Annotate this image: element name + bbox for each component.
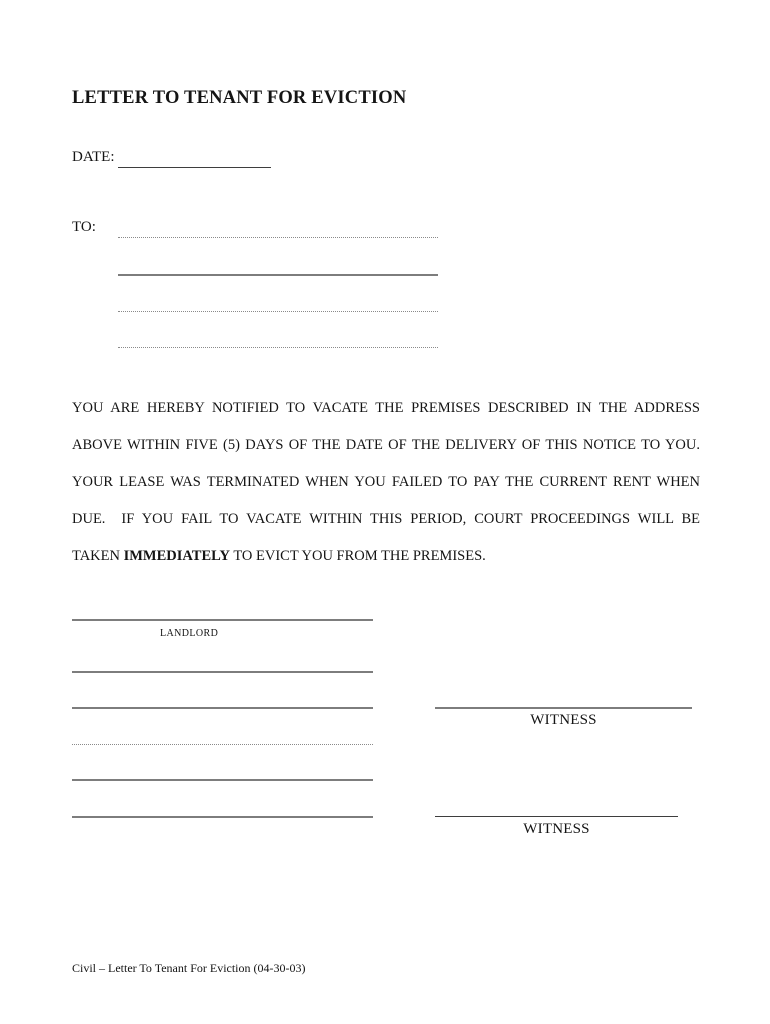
page-title: LETTER TO TENANT FOR EVICTION <box>72 88 407 108</box>
date-label: DATE: <box>72 149 115 165</box>
to-address-line-1 <box>118 237 438 238</box>
to-label: TO: <box>72 219 96 235</box>
body-line-1: YOU ARE HEREBY NOTIFIED TO VACATE THE PREMISES DESCRIBED IN THE ADDRESS <box>72 400 700 416</box>
to-address-line-2 <box>118 274 438 276</box>
witness-signature-line-2 <box>435 816 678 817</box>
to-address-line-4 <box>118 347 438 348</box>
witness-signature-line-1 <box>435 707 692 709</box>
tenant-line-5 <box>72 816 373 818</box>
landlord-signature-line <box>72 619 373 621</box>
tenant-line-3 <box>72 744 373 745</box>
tenant-line-1 <box>72 671 373 673</box>
tenant-line-4 <box>72 779 373 781</box>
tenant-line-2 <box>72 707 373 709</box>
landlord-label: LANDLORD <box>160 628 219 639</box>
to-address-line-3 <box>118 311 438 312</box>
witness-label-1: WITNESS <box>530 712 597 728</box>
body-line-5 <box>72 538 700 575</box>
body-line-5-pre: TAKEN <box>72 548 124 564</box>
immediately-emphasis: IMMEDIATELY <box>123 548 230 564</box>
eviction-notice-paragraph <box>72 390 700 575</box>
body-line-3: YOUR LEASE WAS TERMINATED WHEN YOU FAILED TO PAY THE CURRENT RENT WHEN <box>72 474 700 490</box>
body-line-2: ABOVE WITHIN FIVE (5) DAYS OF THE DATE OF THE DELIVERY OF THIS NOTICE TO YOU. <box>72 437 700 453</box>
witness-label-2: WITNESS <box>523 821 590 837</box>
body-line-4: DUE. IF YOU FAIL TO VACATE WITHIN THIS PERIOD, COURT PROCEEDINGS WILL BE <box>72 511 700 527</box>
document-footer-id: Civil – Letter To Tenant For Eviction (04-30-03) <box>72 961 306 975</box>
date-fill-line <box>118 167 271 168</box>
body-line-5-post: TO EVICT YOU FROM THE PREMISES. <box>229 548 486 564</box>
